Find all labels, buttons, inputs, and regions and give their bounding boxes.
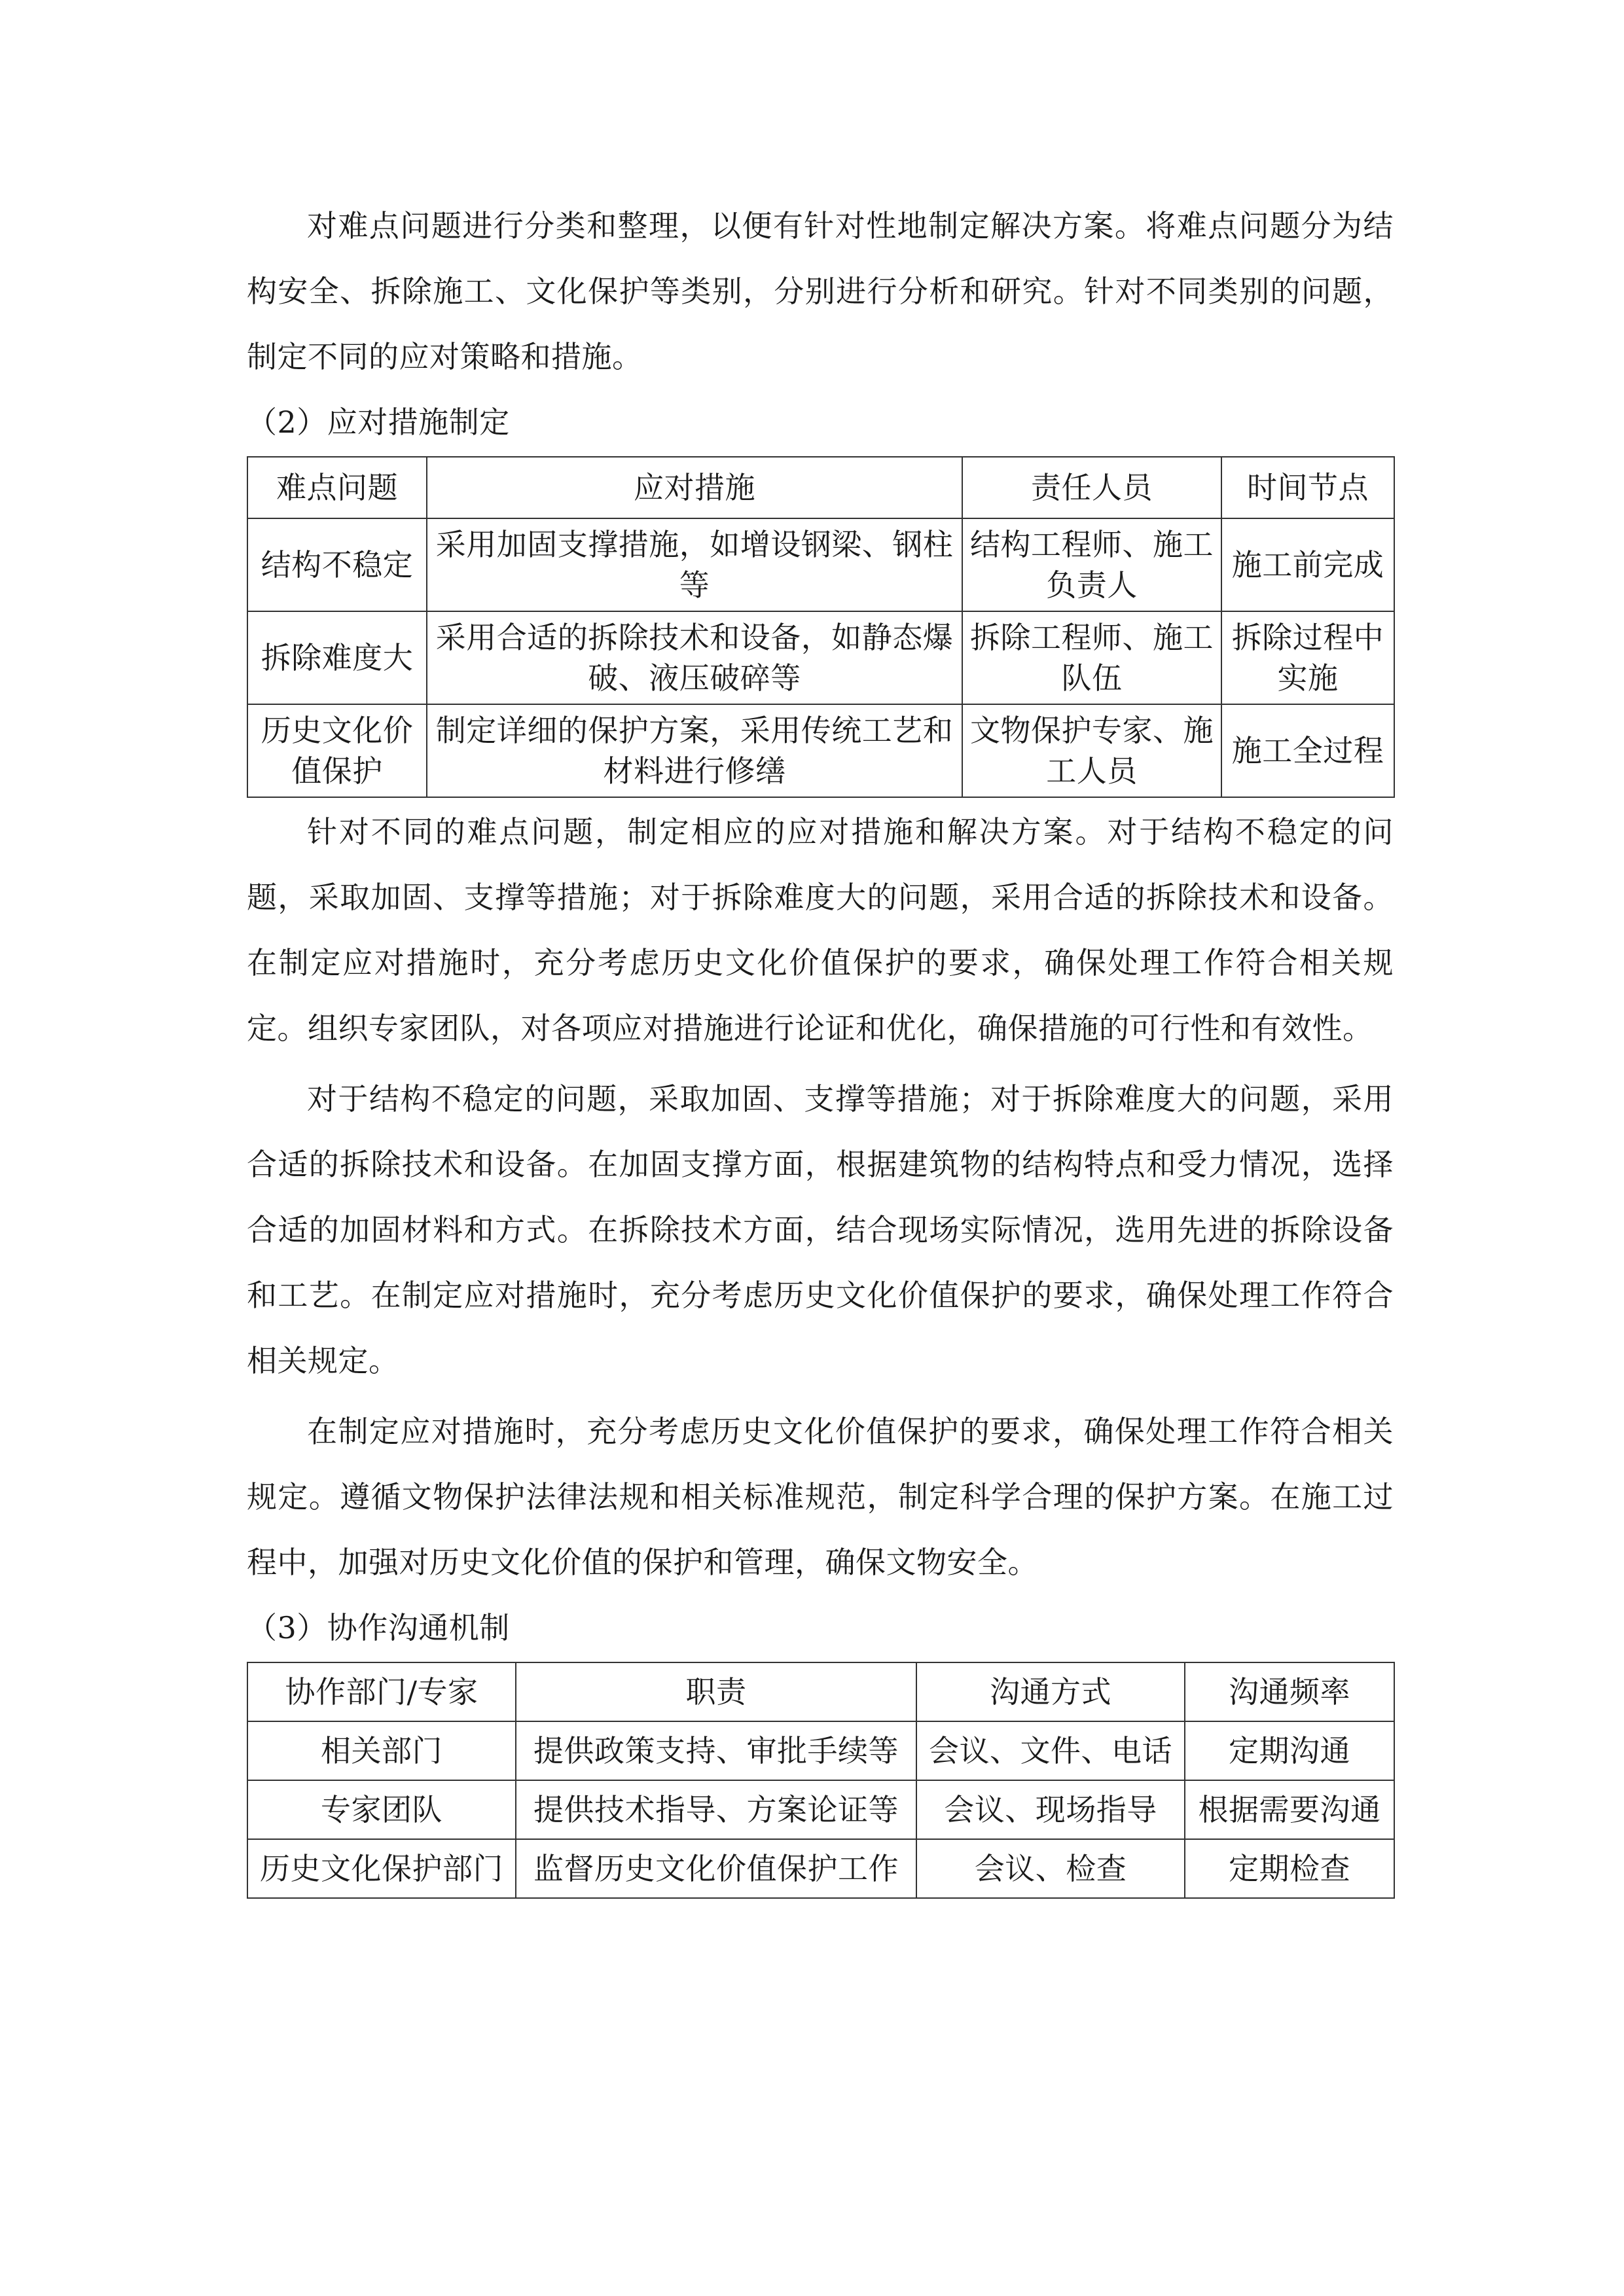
table-cell: 结构工程师、施工负责人 [962, 518, 1221, 611]
table-cell: 文物保护专家、施工人员 [962, 704, 1221, 797]
table-header-row [247, 1662, 1394, 1721]
table-row [247, 1839, 1394, 1898]
table-cell: 监督历史文化价值保护工作 [516, 1839, 916, 1898]
table-cell: 历史文化保护部门 [247, 1839, 516, 1898]
table-cell: 专家团队 [247, 1780, 516, 1839]
table-cell: 会议、现场指导 [916, 1780, 1185, 1839]
table-row [247, 611, 1394, 704]
table-cell: 相关部门 [247, 1721, 516, 1780]
table-row [247, 1721, 1394, 1780]
table-cell: 拆除过程中实施 [1221, 611, 1394, 704]
table-cell: 定期检查 [1185, 1839, 1394, 1898]
table-header-cell: 责任人员 [962, 457, 1221, 518]
paragraph-heritage: 在制定应对措施时，充分考虑历史文化价值保护的要求，确保处理工作符合相关规定。遵循文物保护法律法规和相关标准规范，制定科学合理的保护方案。在施工过程中，加强对历史文化价值的保护和管理，确保文物安全。 [247, 1414, 1394, 1580]
table-cell: 拆除难度大 [247, 611, 427, 704]
measures-table [247, 456, 1395, 798]
table-cell: 拆除工程师、施工队伍 [962, 611, 1221, 704]
table-row [247, 1780, 1394, 1839]
table-header-row [247, 457, 1394, 518]
table-cell: 根据需要沟通 [1185, 1780, 1394, 1839]
table-header-cell: 沟通频率 [1185, 1662, 1394, 1721]
table-cell: 采用合适的拆除技术和设备，如静态爆破、液压破碎等 [427, 611, 962, 704]
paragraph-measures: 针对不同的难点问题，制定相应的应对措施和解决方案。对于结构不稳定的问题，采取加固、支撑等措施；对于拆除难度大的问题，采用合适的拆除技术和设备。在制定应对措施时，充分考虑历史文化价值保护的要求，确保处理工作符合相关规定。组织专家团队，对各项应对措施进行论证和优化，确保措施的可行性和有效性。 [247, 814, 1394, 1046]
table-cell: 历史文化价值保护 [247, 704, 427, 797]
paragraph-classification: 对难点问题进行分类和整理，以便有针对性地制定解决方案。将难点问题分为结构安全、拆除施工、文化保护等类别，分别进行分析和研究。针对不同类别的问题，制定不同的应对策略和措施。 [247, 208, 1394, 374]
document-page [247, 193, 1394, 1899]
table-header-cell: 职责 [516, 1662, 916, 1721]
table-cell: 施工前完成 [1221, 518, 1394, 611]
table-cell: 定期沟通 [1185, 1721, 1394, 1780]
table-row [247, 704, 1394, 797]
table-cell: 会议、检查 [916, 1839, 1185, 1898]
table-header-cell: 沟通方式 [916, 1662, 1185, 1721]
table-cell: 提供技术指导、方案论证等 [516, 1780, 916, 1839]
table-header-cell: 时间节点 [1221, 457, 1394, 518]
table-cell: 提供政策支持、审批手续等 [516, 1721, 916, 1780]
table-cell: 会议、文件、电话 [916, 1721, 1185, 1780]
table-cell: 结构不稳定 [247, 518, 427, 611]
collaboration-table [247, 1662, 1395, 1899]
table-cell: 采用加固支撑措施，如增设钢梁、钢柱等 [427, 518, 962, 611]
table-cell: 施工全过程 [1221, 704, 1394, 797]
table-row [247, 518, 1394, 611]
paragraph-reinforcement: 对于结构不稳定的问题，采取加固、支撑等措施；对于拆除难度大的问题，采用合适的拆除技术和设备。在加固支撑方面，根据建筑物的结构特点和受力情况，选择合适的加固材料和方式。在拆除技术方面，结合现场实际情况，选用先进的拆除设备和工艺。在制定应对措施时，充分考虑历史文化价值保护的要求，确保处理工作符合相关规定。 [247, 1081, 1394, 1378]
table-header-cell: 难点问题 [247, 457, 427, 518]
section-heading-measures: （2）应对措施制定 [247, 404, 510, 440]
section-heading-collaboration: （3）协作沟通机制 [247, 1610, 510, 1645]
table-cell: 制定详细的保护方案，采用传统工艺和材料进行修缮 [427, 704, 962, 797]
table-header-cell: 协作部门/专家 [247, 1662, 516, 1721]
table-header-cell: 应对措施 [427, 457, 962, 518]
